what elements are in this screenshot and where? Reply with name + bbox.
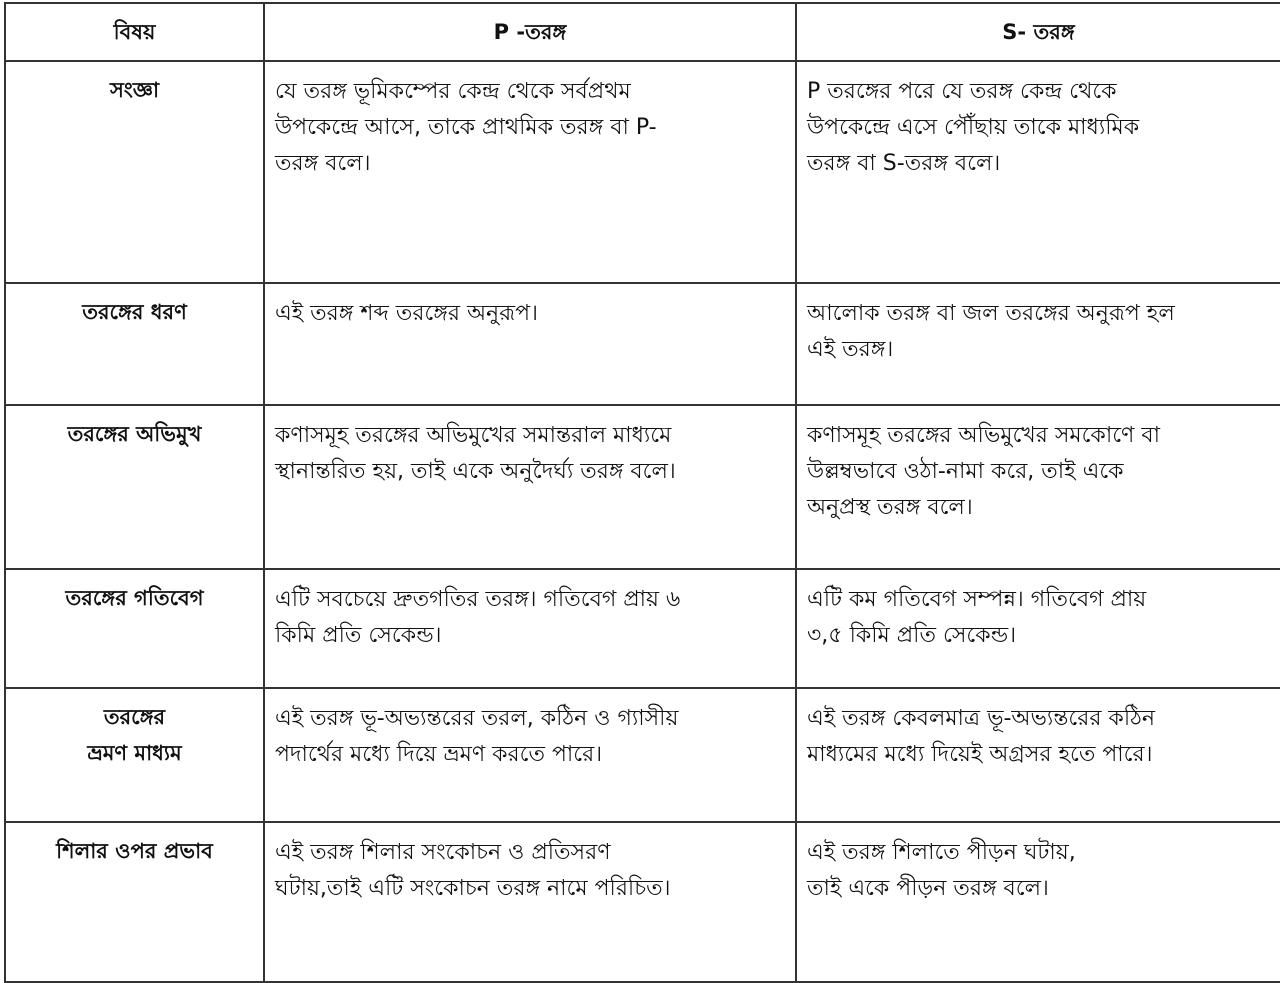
s-wave-cell: আলোক তরঙ্গ বা জল তরঙ্গের অনুরূপ হল এই তরঙ্গ। bbox=[796, 283, 1280, 405]
row-subject: শিলার ওপর প্রভাব bbox=[5, 822, 264, 982]
table-row bbox=[5, 688, 1280, 822]
table-row bbox=[5, 61, 1280, 283]
row-subject: সংজ্ঞা bbox=[5, 61, 264, 283]
header-s-wave: S- তরঙ্গ bbox=[796, 3, 1280, 61]
row-subject: তরঙ্গের অভিমুখ bbox=[5, 405, 264, 569]
table-row bbox=[5, 283, 1280, 405]
p-wave-cell: এটি সবচেয়ে দ্রুতগতির তরঙ্গ। গতিবেগ প্রায় ৬ কিমি প্রতি সেকেন্ড। bbox=[264, 569, 796, 688]
p-wave-cell: এই তরঙ্গ ভূ-অভ্যন্তরের তরল, কঠিন ও গ্যাসীয় পদার্থের মধ্যে দিয়ে ভ্রমণ করতে পারে। bbox=[264, 688, 796, 822]
s-wave-cell: এই তরঙ্গ কেবলমাত্র ভূ-অভ্যন্তরের কঠিন মাধ্যমের মধ্যে দিয়েই অগ্রসর হতে পারে। bbox=[796, 688, 1280, 822]
row-subject: তরঙ্গের গতিবেগ bbox=[5, 569, 264, 688]
p-wave-cell: কণাসমূহ তরঙ্গের অভিমুখের সমান্তরাল মাধ্যমে স্থানান্তরিত হয়, তাই একে অনুদৈর্ঘ্য তরঙ্গ বলে। bbox=[264, 405, 796, 569]
header-p-wave: P -তরঙ্গ bbox=[264, 3, 796, 61]
table-row bbox=[5, 569, 1280, 688]
s-wave-cell: P তরঙ্গের পরে যে তরঙ্গ কেন্দ্র থেকে উপকেন্দ্রে এসে পৌঁছায় তাকে মাধ্যমিক তরঙ্গ বা S-তরঙ্গ বলে। bbox=[796, 61, 1280, 283]
row-subject: তরঙ্গের ভ্রমণ মাধ্যম bbox=[5, 688, 264, 822]
header-row bbox=[5, 3, 1280, 61]
row-subject: তরঙ্গের ধরণ bbox=[5, 283, 264, 405]
s-wave-cell: এটি কম গতিবেগ সম্পন্ন। গতিবেগ প্রায় ৩,৫ কিমি প্রতি সেকেন্ড। bbox=[796, 569, 1280, 688]
table-row bbox=[5, 822, 1280, 982]
table-row bbox=[5, 405, 1280, 569]
p-wave-cell: এই তরঙ্গ শব্দ তরঙ্গের অনুরূপ। bbox=[264, 283, 796, 405]
s-wave-cell: কণাসমূহ তরঙ্গের অভিমুখের সমকোণে বা উল্লম্বভাবে ওঠা-নামা করে, তাই একে অনুপ্রস্থ তরঙ্গ বলে। bbox=[796, 405, 1280, 569]
s-wave-cell: এই তরঙ্গ শিলাতে পীড়ন ঘটায়, তাই একে পীড়ন তরঙ্গ বলে। bbox=[796, 822, 1280, 982]
p-wave-cell: এই তরঙ্গ শিলার সংকোচন ও প্রতিসরণ ঘটায়,তাই এটি সংকোচন তরঙ্গ নামে পরিচিত। bbox=[264, 822, 796, 982]
header-subject: বিষয় bbox=[5, 3, 264, 61]
p-wave-cell: যে তরঙ্গ ভূমিকম্পের কেন্দ্র থেকে সর্বপ্রথম উপকেন্দ্রে আসে, তাকে প্রাথমিক তরঙ্গ বা P- তরঙ্গ বলে। bbox=[264, 61, 796, 283]
comparison-table bbox=[4, 2, 1280, 983]
